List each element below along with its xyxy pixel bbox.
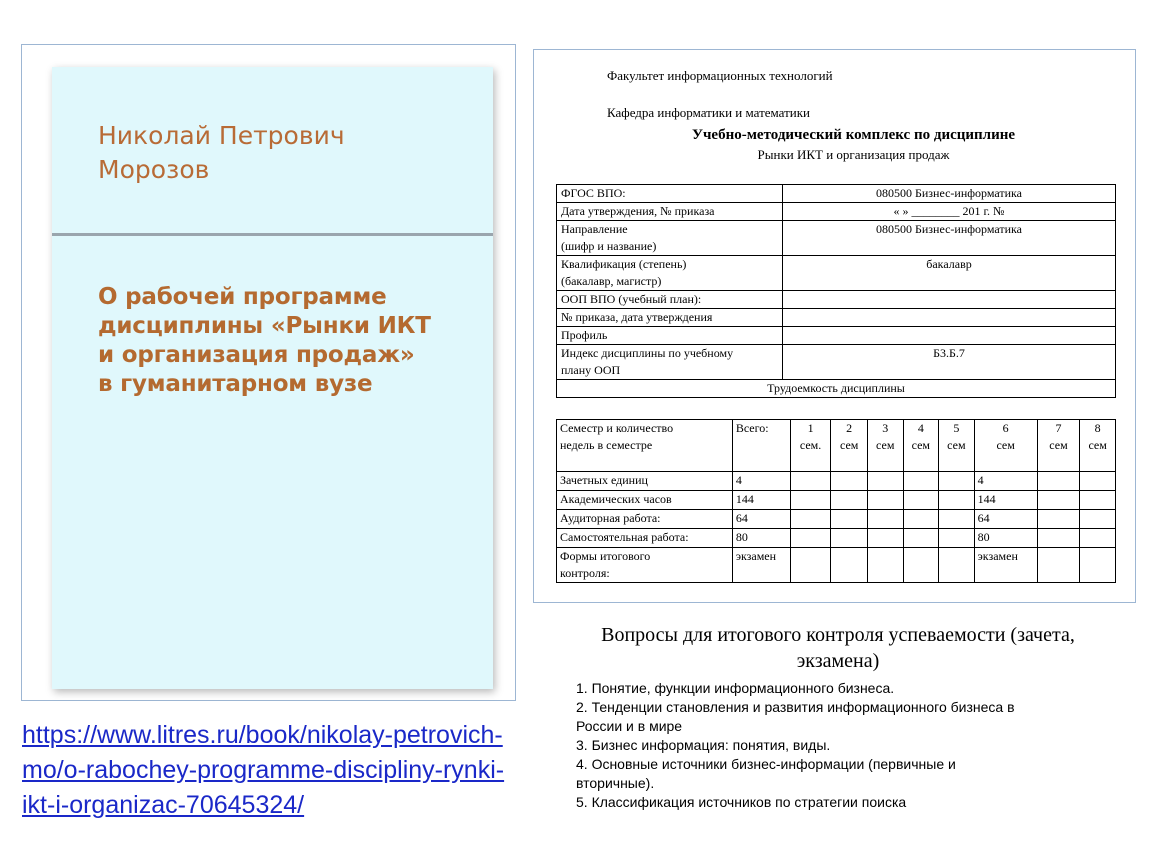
row-label: Дата утверждения, № приказа (557, 203, 783, 221)
semester-header: 8 сем (1080, 420, 1116, 472)
labor-title: Трудоемкость дисциплины (557, 380, 1116, 398)
row-label: Аудиторная работа: (557, 510, 733, 529)
table-row (557, 380, 1116, 398)
doc-heading: Учебно-методический комплекс по дисциплине (691, 127, 1016, 143)
list-item: 5. Классификация источников по стратегии поиска (576, 794, 907, 810)
row-label: Индекс дисциплины по учебному плану ООП (557, 345, 783, 380)
row-label: Академических часов (557, 491, 733, 510)
semester-label: Семестр и количество недель в семестре (557, 420, 733, 472)
row-label: Самостоятельная работа: (557, 529, 733, 548)
table-row (557, 491, 1116, 510)
row-value: « » ________ 201 г. № (783, 203, 1116, 221)
row-total: 80 (732, 529, 790, 548)
litres-book-link[interactable] (22, 718, 567, 823)
book-cover-frame (21, 44, 516, 701)
table-row (557, 327, 1116, 345)
row-label: Квалификация (степень) (бакалавр, магистр) (557, 256, 783, 291)
list-item: 3. Бизнес информация: понятия, виды. (576, 737, 831, 753)
list-item: 4. Основные источники бизнес-информации (первичные и (576, 756, 956, 772)
curriculum-document (533, 49, 1136, 603)
table-row (557, 309, 1116, 327)
table-row (557, 221, 1116, 256)
semester-header: 5 сем (939, 420, 975, 472)
row-label: № приказа, дата утверждения (557, 309, 783, 327)
doc-subheading: Рынки ИКТ и организация продаж (757, 147, 950, 162)
title-line: в гуманитарном вузе (98, 371, 373, 397)
table-row (557, 345, 1116, 380)
semester-header-row (557, 420, 1116, 472)
row-total: 64 (732, 510, 790, 529)
row-value: 080500 Бизнес-информатика (783, 221, 1116, 256)
link-line[interactable]: ikt-i-organizac-70645324/ (22, 791, 305, 819)
book-author (98, 119, 478, 187)
table-row (557, 548, 1116, 583)
link-line[interactable]: mo/o-rabochey-programme-discipliny-rynki- (22, 756, 505, 784)
questions-list (576, 679, 1106, 812)
row-value (783, 327, 1116, 345)
row-value (783, 291, 1116, 309)
row-total: 144 (732, 491, 790, 510)
semester-header: 4 сем (903, 420, 939, 472)
title-line: и организация продаж» (98, 342, 415, 368)
book-cover (52, 67, 493, 689)
row-label: ООП ВПО (учебный план): (557, 291, 783, 309)
row-sem6: 144 (974, 491, 1037, 510)
row-total: 4 (732, 472, 790, 491)
heading-line: экзамена) (796, 650, 880, 672)
row-total: экзамен (732, 548, 790, 583)
row-sem6: 80 (974, 529, 1037, 548)
faculty-line: Факультет информационных технологий (607, 68, 833, 83)
link-line[interactable]: https://www.litres.ru/book/nikolay-petrovich- (22, 721, 503, 749)
cover-divider (52, 233, 493, 236)
table-row (557, 472, 1116, 491)
table-row (557, 291, 1116, 309)
semester-header: 1 сем. (790, 420, 831, 472)
row-value: Б3.Б.7 (783, 345, 1116, 380)
semester-header: 6 сем (974, 420, 1037, 472)
semester-header: 7 сем (1037, 420, 1080, 472)
table-row (557, 203, 1116, 221)
table-row (557, 529, 1116, 548)
semester-header: 3 сем (867, 420, 903, 472)
row-sem6: экзамен (974, 548, 1037, 583)
row-value: бакалавр (783, 256, 1116, 291)
list-item: вторичные). (576, 775, 655, 791)
book-title (98, 283, 478, 399)
row-label: Зачетных единиц (557, 472, 733, 491)
title-line: дисциплины «Рынки ИКТ (98, 313, 431, 339)
row-sem6: 64 (974, 510, 1037, 529)
author-line: Николай Петрович (98, 121, 345, 150)
discipline-info-table (556, 184, 1116, 398)
table-row (557, 256, 1116, 291)
questions-heading (540, 622, 1136, 674)
row-value: 080500 Бизнес-информатика (783, 185, 1116, 203)
list-item: 1. Понятие, функции информационного бизнеса. (576, 680, 895, 696)
semester-table (556, 419, 1116, 583)
row-label: ФГОС ВПО: (557, 185, 783, 203)
table-row (557, 185, 1116, 203)
row-label: Профиль (557, 327, 783, 345)
row-label: Формы итогового контроля: (557, 548, 733, 583)
author-line: Морозов (98, 155, 210, 184)
semester-header: 2 сем (831, 420, 868, 472)
row-label: Направление (шифр и название) (557, 221, 783, 256)
list-item: 2. Тенденции становления и развития информационного бизнеса в (576, 699, 1015, 715)
table-row (557, 510, 1116, 529)
heading-line: Вопросы для итогового контроля успеваемости (зачета, (601, 624, 1075, 646)
list-item: России и в мире (576, 718, 683, 734)
row-value (783, 309, 1116, 327)
total-header: Всего: (732, 420, 790, 472)
title-line: О рабочей программе (98, 284, 387, 310)
department-line: Кафедра информатики и математики (607, 105, 811, 120)
row-sem6: 4 (974, 472, 1037, 491)
